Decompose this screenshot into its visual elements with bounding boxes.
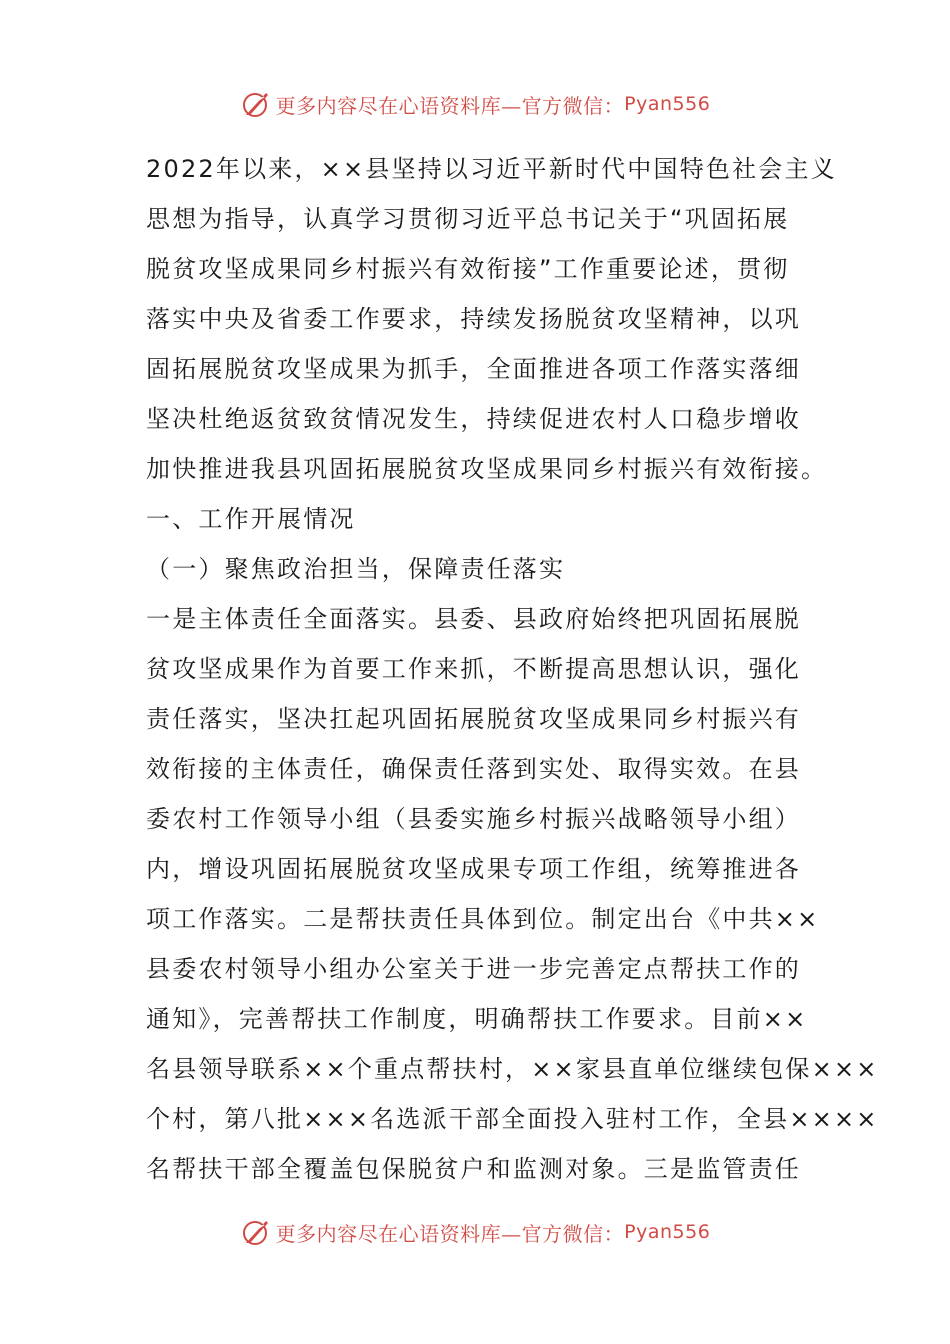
body-line: 名县领导联系××个重点帮扶村，××家县直单位继续包保××× <box>146 1055 879 1083</box>
quill-logo-icon <box>240 1216 272 1248</box>
footer-watermark <box>0 1212 950 1252</box>
body-line: 责任落实，坚决扛起巩固拓展脱贫攻坚成果同乡村振兴有 <box>146 705 801 733</box>
body-line: 县委农村领导小组办公室关于进一步完善定点帮扶工作的 <box>146 955 801 983</box>
body-line: 落实中央及省委工作要求，持续发扬脱贫攻坚精神，以巩 <box>146 305 801 333</box>
body-line: 内，增设巩固拓展脱贫攻坚成果专项工作组，统筹推进各 <box>146 855 801 883</box>
watermark-text: 更多内容尽在心语资料库—官方微信： <box>275 93 625 118</box>
body-line: 委农村工作领导小组（县委实施乡村振兴战略领导小组） <box>146 805 801 833</box>
body-line: 坚决杜绝返贫致贫情况发生，持续促进农村人口稳步增收 <box>146 405 801 433</box>
body-line: 固拓展脱贫攻坚成果为抓手，全面推进各项工作落实落细 <box>146 355 801 383</box>
watermark-text: 更多内容尽在心语资料库—官方微信： <box>275 1221 625 1246</box>
watermark-wechat: Pyan556 <box>624 1221 711 1243</box>
body-line: 名帮扶干部全覆盖包保脱贫户和监测对象。三是监管责任 <box>146 1155 801 1183</box>
body-line: 通知》，完善帮扶工作制度，明确帮扶工作要求。目前×× <box>146 1005 808 1033</box>
body-line: 个村，第八批×××名选派干部全面投入驻村工作，全县×××× <box>146 1105 879 1133</box>
body-line: 一是主体责任全面落实。县委、县政府始终把巩固拓展脱 <box>146 605 801 633</box>
quill-logo-icon <box>240 88 272 120</box>
body-line: 效衔接的主体责任，确保责任落到实处、取得实效。在县 <box>146 755 801 783</box>
document-body <box>146 144 879 1194</box>
body-line: 贫攻坚成果作为首要工作来抓，不断提高思想认识，强化 <box>146 655 801 683</box>
subsection-heading: （一）聚焦政治担当，保障责任落实 <box>146 555 566 583</box>
header-watermark <box>0 84 950 124</box>
watermark-wechat: Pyan556 <box>624 93 711 115</box>
body-line: 加快推进我县巩固拓展脱贫攻坚成果同乡村振兴有效衔接。 <box>146 455 828 483</box>
body-line: 2022年以来，××县坚持以习近平新时代中国特色社会主义 <box>146 155 837 183</box>
body-line: 思想为指导，认真学习贯彻习近平总书记关于“巩固拓展 <box>146 205 790 233</box>
body-line: 项工作落实。二是帮扶责任具体到位。制定出台《中共×× <box>146 905 820 933</box>
section-heading: 一、工作开展情况 <box>146 505 356 533</box>
body-line: 脱贫攻坚成果同乡村振兴有效衔接”工作重要论述，贯彻 <box>146 255 790 283</box>
